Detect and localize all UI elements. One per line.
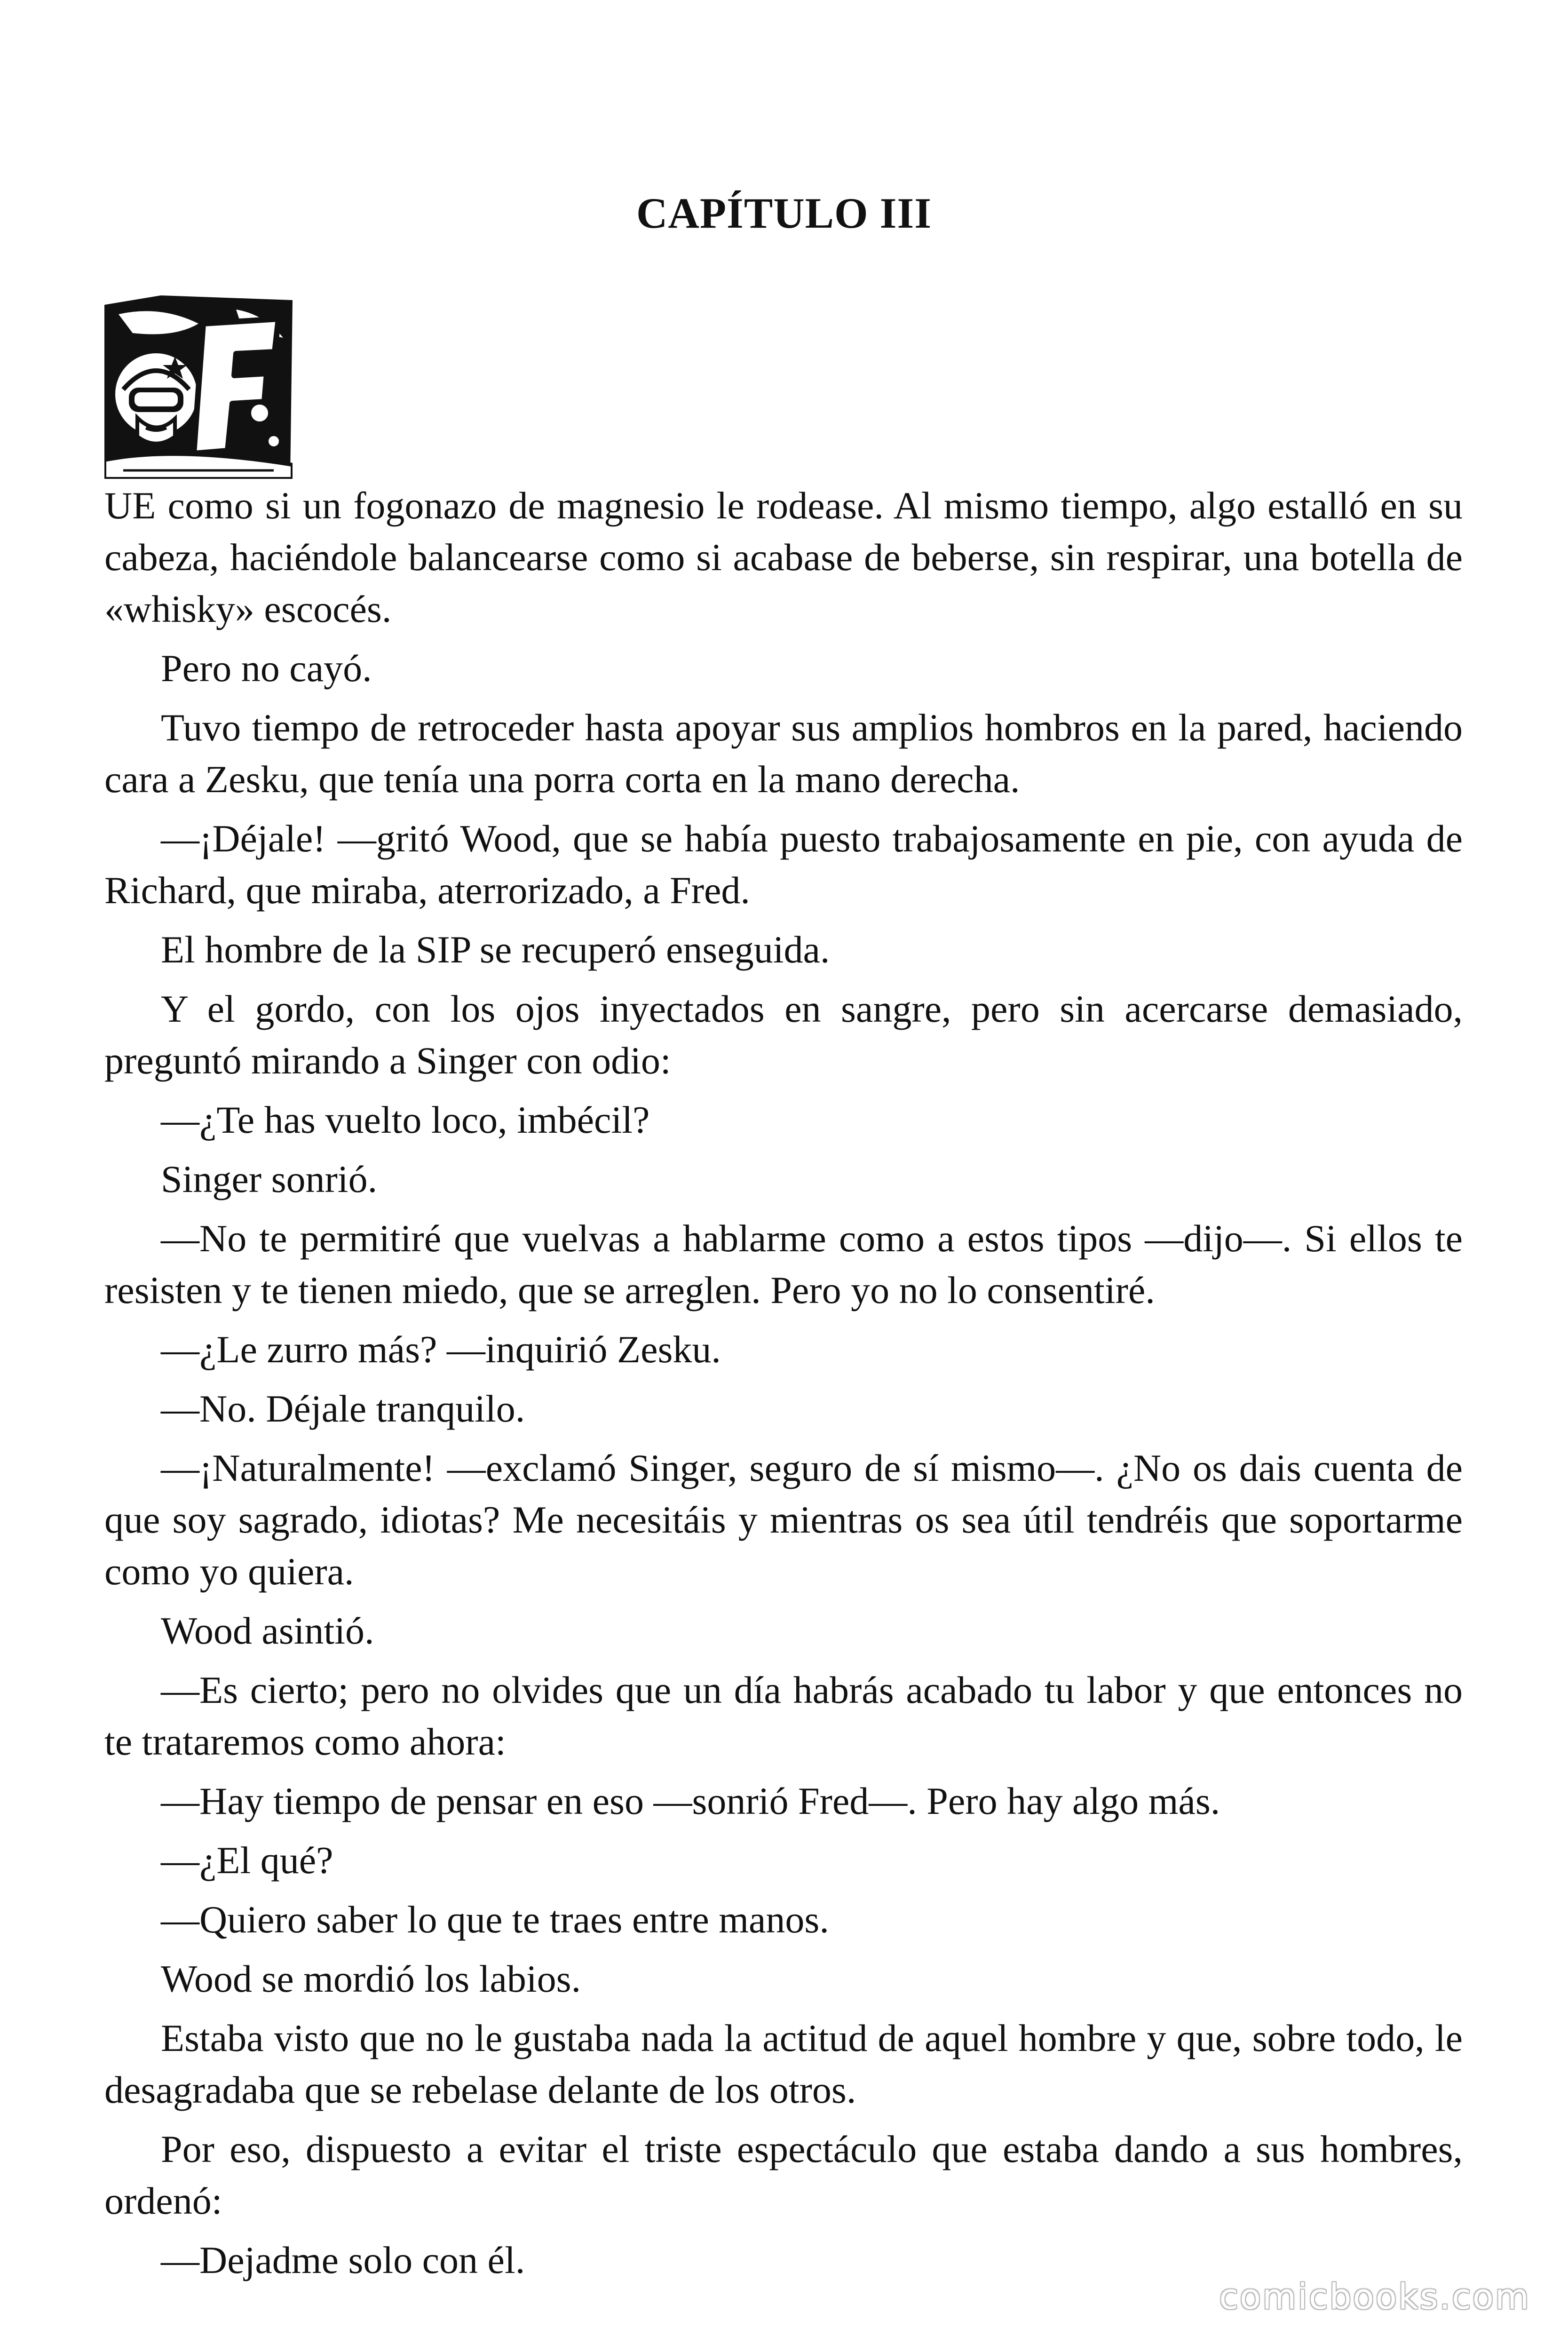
drop-cap-illustration [104, 295, 293, 479]
paragraph: —Quiero saber lo que te traes entre manos. [161, 1898, 829, 1941]
paragraph: —¿Te has vuelto loco, imbécil? [161, 1098, 650, 1141]
paragraph: —No. Déjale tranquilo. [161, 1387, 525, 1430]
paragraph: —¡Déjale! —gritó Wood, que se había puesto trabajosamente en pie, con ayuda de Richard, que miraba, aterrorizado, a Fred. [104, 817, 1463, 912]
paragraph: Singer sonrió. [161, 1158, 378, 1200]
chapter-title: CAPÍTULO III [636, 189, 932, 237]
watermark: comicbooks.com [1219, 2277, 1530, 2317]
paragraph: Y el gordo, con los ojos inyectados en sangre, pero sin acercarse demasiado, preguntó mirando a Singer con odio: [104, 987, 1463, 1082]
paragraph: —¿El qué? [161, 1839, 333, 1882]
paragraph: —¿Le zurro más? —inquirió Zesku. [161, 1328, 721, 1371]
chapter-text [104, 480, 1463, 2294]
paragraph: El hombre de la SIP se recuperó enseguida. [161, 928, 830, 971]
paragraph: —¡Naturalmente! —exclamó Singer, seguro de sí mismo—. ¿No os dais cuenta de que soy sagrado, idiotas? Me necesitáis y mientras os sea útil tendréis que soportarme como yo quiera. [104, 1446, 1463, 1593]
paragraph: UE como si un fogonazo de magnesio le rodease. Al mismo tiempo, algo estalló en su cabeza, haciéndole balancearse como si acabase de beberse, sin respirar, una botella de «whisky» escocés. [104, 484, 1463, 630]
paragraph: Wood asintió. [161, 1609, 374, 1652]
paragraph: —Hay tiempo de pensar en eso —sonrió Fred—. Pero hay algo más. [161, 1780, 1220, 1822]
paragraph: —Dejadme solo con él. [161, 2239, 525, 2281]
paragraph: Estaba visto que no le gustaba nada la actitud de aquel hombre y que, sobre todo, le desagradaba que se rebelase delante de los otros. [104, 2017, 1463, 2111]
paragraph: Por eso, dispuesto a evitar el triste espectáculo que estaba dando a sus hombres, ordenó: [104, 2128, 1463, 2222]
paragraph: Pero no cayó. [161, 647, 372, 690]
paragraph: —No te permitiré que vuelvas a hablarme como a estos tipos —dijo—. Si ellos te resisten y te tienen miedo, que se arreglen. Pero yo no lo consentiré. [104, 1217, 1463, 1311]
paragraph: —Es cierto; pero no olvides que un día habrás acabado tu labor y que entonces no te trataremos como ahora: [104, 1669, 1463, 1763]
paragraph: Tuvo tiempo de retroceder hasta apoyar sus amplios hombros en la pared, haciendo cara a Zesku, que tenía una porra corta en la mano derecha. [104, 706, 1463, 801]
paragraph: Wood se mordió los labios. [161, 1957, 581, 2000]
